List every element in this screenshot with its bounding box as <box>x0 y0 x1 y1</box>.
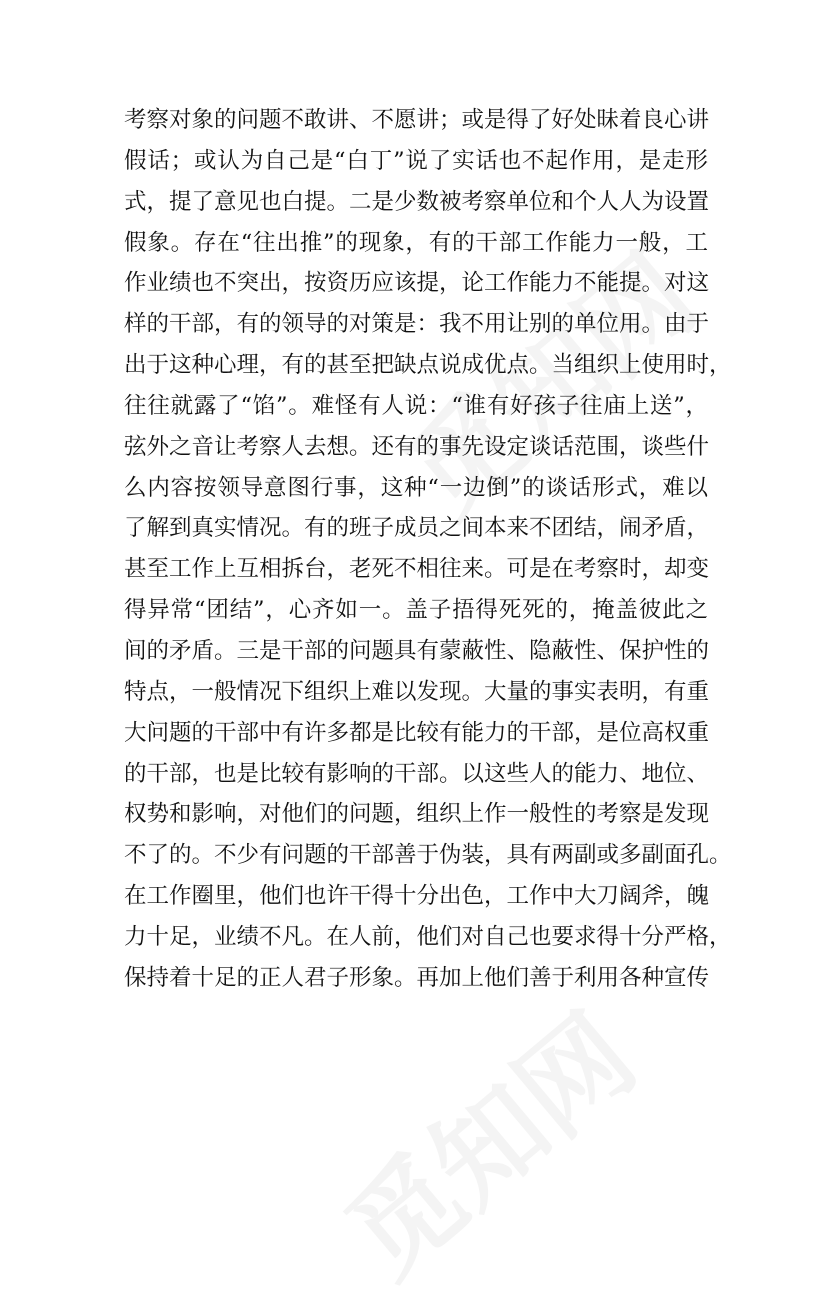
text-line-1: 考察对象的问题不敢讲、不愿讲；或是得了好处昧着良心讲 <box>124 107 710 133</box>
body-text <box>124 100 732 999</box>
text-line-2: 假话；或认为自己是“白丁”说了实话也不起作用，是走形 <box>124 147 708 174</box>
text-line-18: 权势和影响，对他们的问题，组织上作一般性的考察是发现 <box>124 801 710 828</box>
text-line-4: 假象。存在“往出推”的现象，有的干部工作能力一般，工 <box>124 229 708 256</box>
text-line-16: 大问题的干部中有许多都是比较有能力的干部，是位高权重 <box>124 719 710 746</box>
text-line-5: 作业绩也不突出，按资历应该提，论工作能力不能提。对这 <box>124 270 710 297</box>
text-line-22: 保持着十足的正人君子形象。再加上他们善于利用各种宣传 <box>124 964 710 991</box>
text-line-12: 甚至工作上互相拆台，老死不相往来。可是在考察时，却变 <box>124 556 710 583</box>
text-line-3: 式，提了意见也白提。二是少数被考察单位和个人人为设置 <box>124 188 710 215</box>
text-line-14: 间的矛盾。三是干部的问题具有蒙蔽性、隐蔽性、保护性的 <box>124 637 710 664</box>
text-line-11: 了解到真实情况。有的班子成员之间本来不团结，闹矛盾， <box>124 515 710 542</box>
text-line-21: 力十足，业绩不凡。在人前，他们对自己也要求得十分严格， <box>124 923 732 950</box>
text-line-7: 出于这种心理，有的甚至把缺点说成优点。当组织上使用时， <box>124 352 732 379</box>
text-line-9: 弦外之音让考察人去想。还有的事先设定谈话范围，谈些什 <box>124 433 710 460</box>
text-line-19: 不了的。不少有问题的干部善于伪装，具有两副或多副面孔。 <box>124 842 732 869</box>
watermark-bottom <box>308 972 662 1305</box>
text-line-17: 的干部，也是比较有影响的干部。以这些人的能力、地位、 <box>124 760 710 787</box>
text-line-6: 样的干部，有的领导的对策是：我不用让别的单位用。由于 <box>124 311 710 338</box>
text-line-8: 往往就露了“馅”。难怪有人说：“谁有好孩子往庙上送”， <box>124 392 708 419</box>
text-line-13: 得异常“团结”，心齐如一。盖子捂得死死的，掩盖彼此之 <box>124 597 708 624</box>
text-line-10: 么内容按领导意图行事，这种“一边倒”的谈话形式，难以 <box>124 474 708 501</box>
text-line-15: 特点，一般情况下组织上难以发现。大量的事实表明，有重 <box>124 678 710 705</box>
text-line-20: 在工作圈里，他们也许干得十分出色，工作中大刀阔斧，魄 <box>124 883 710 910</box>
